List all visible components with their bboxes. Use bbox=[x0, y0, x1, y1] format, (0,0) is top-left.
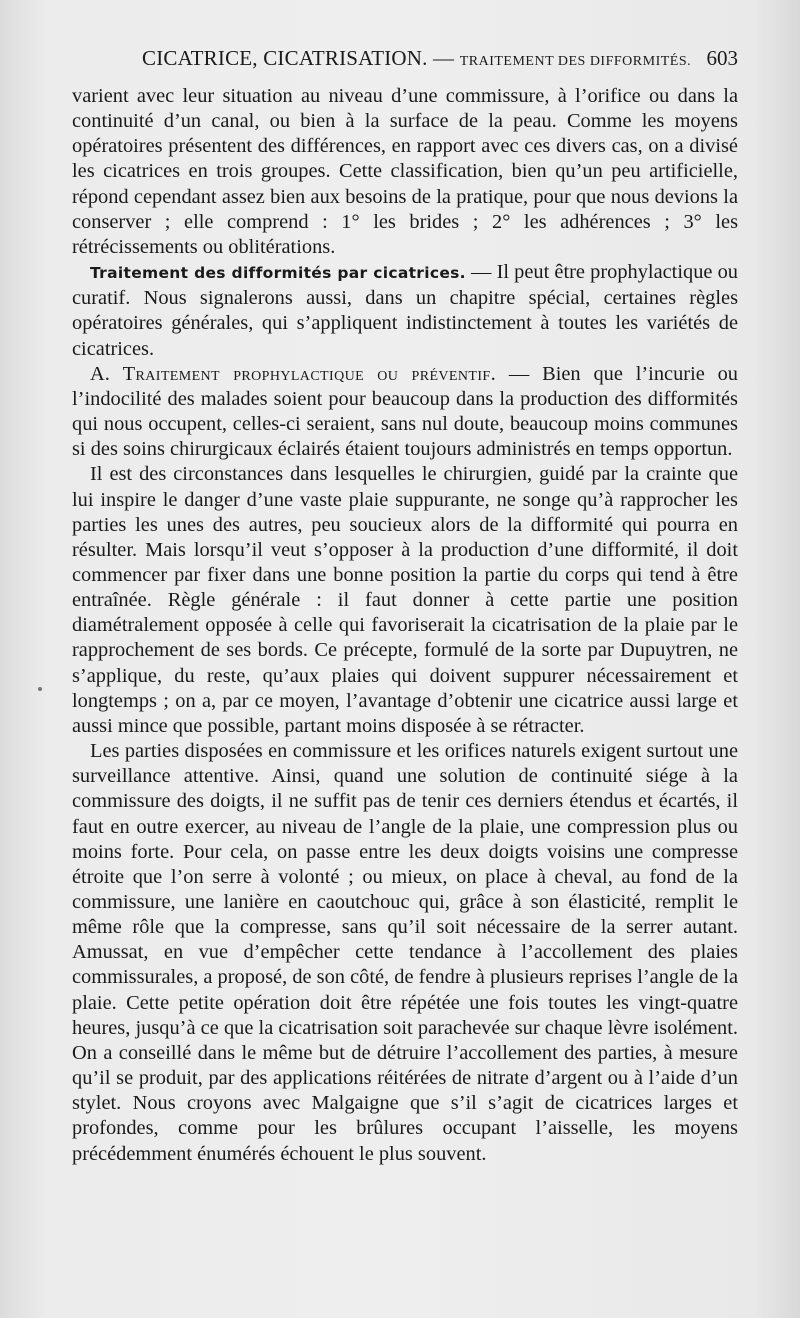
section-heading-prophylactic: Traitement prophylactique ou préventif. bbox=[122, 362, 497, 385]
main-text bbox=[72, 84, 738, 1167]
running-title bbox=[142, 46, 691, 71]
running-header bbox=[72, 44, 740, 74]
section-heading-treatment: Traitement des difformités par cicatrices. bbox=[90, 264, 466, 283]
paragraph-4: Il est des circonstances dans lesquelles le chirurgien, guidé par la crainte que lui inspire le danger d’une vaste plaie suppurante, ne songe qu’à rapprocher les parties les unes des autres, peu soucieux alors de la difformité qui pourra en résulter. Mais lorsqu’il veut s’opposer à la production d’une difformité, il doit commencer par fixer dans une bonne position la partie du corps qui tend à être entraînée. Règle générale : il faut donner à cette partie une position diamétralement opposée à celle qui favoriserait la cicatrisation de la plaie par le rapprochement de ses bords. Ce précepte, formulé de la sorte par Dupuytren, ne s’applique, du reste, qu’aux plaies qui doivent suppurer nécessairement et longtemps ; on a, par ce moyen, l’avantage d’obtenir une cicatrice aussi large et aussi mince que possible, partant moins disposée à se rétracter. bbox=[72, 463, 738, 737]
paragraph-3 bbox=[72, 362, 738, 463]
header-title: CICATRICE, CICATRISATION. — bbox=[142, 46, 455, 70]
margin-speck bbox=[38, 687, 42, 691]
paragraph-2 bbox=[72, 260, 738, 362]
section-letter: A. bbox=[90, 362, 123, 385]
paragraph-5: Les parties disposées en commissure et les orifices naturels exigent surtout une surveillance attentive. Ainsi, quand une solution de continuité siége à la commissure des doigts, il ne suffit pas de tenir ces derniers étendus et écartés, il faut en outre exercer, au niveau de l’angle de la plaie, une compression plus ou moins forte. Pour cela, on passe entre les deux doigts voisins une compresse étroite que l’on serre à volonté ; ou mieux, on place à cheval, au fond de la commissure, une lanière en caoutchouc qui, grâce à son élasticité, remplit le même rôle que la compresse, sans qu’il soit nécessaire de la serrer autant. Amussat, en vue d’empêcher cette tendance à l’accollement des plaies commissurales, a proposé, de son côté, de fendre à plusieurs reprises l’angle de la plaie. Cette petite opération doit être répétée une fois toutes les vingt-quatre heures, jusqu’à ce que la cicatrisation soit parachevée sur chaque lèvre isolément. On a conseillé dans le même but de détruire l’accollement des parties, à mesure qu’il se produit, par des applications réitérées de nitrate d’argent ou à l’aide d’un stylet. Nous croyons avec Malgaigne que s’il s’agit de cicatrices larges et profondes, comme pour les brûlures occupant l’aisselle, les moyens précédemment énumérés échouent le plus souvent. bbox=[72, 740, 738, 1165]
paragraph-3-text: — Bien que l’incurie ou l’indocilité des malades soient pour beaucoup dans la production des difformités qui nous occupent, celles-ci seraient, sans nul doute, beaucoup moins communes si des soins chirurgicaux éclairés étaient toujours administrés en temps opportun. bbox=[72, 362, 738, 461]
page-number: 603 bbox=[706, 46, 738, 70]
paragraph-1: varient avec leur situation au niveau d’une commissure, à l’orifice ou dans la continuité d’un canal, ou bien à la surface de la peau. Comme les moyens opératoires présentent des différences, en rapport avec ces divers cas, on a divisé les cicatrices en trois groupes. Cette classification, bien qu’un peu artificielle, répond cependant assez bien aux besoins de la pratique, pour que nous devions la conserver ; elle comprend : 1° les brides ; 2° les adhérences ; 3° les rétrécissements ou oblitérations. bbox=[72, 85, 738, 258]
header-subtitle: TRAITEMENT DES DIFFORMITÉS. bbox=[459, 54, 692, 69]
paragraph-2-text: — Il peut être prophylactique ou curatif. Nous signalerons aussi, dans un chapitre spécial, certaines règles opératoires générales, qui s’appliquent indistinctement à toutes les variétés de cicatrices. bbox=[72, 261, 738, 360]
